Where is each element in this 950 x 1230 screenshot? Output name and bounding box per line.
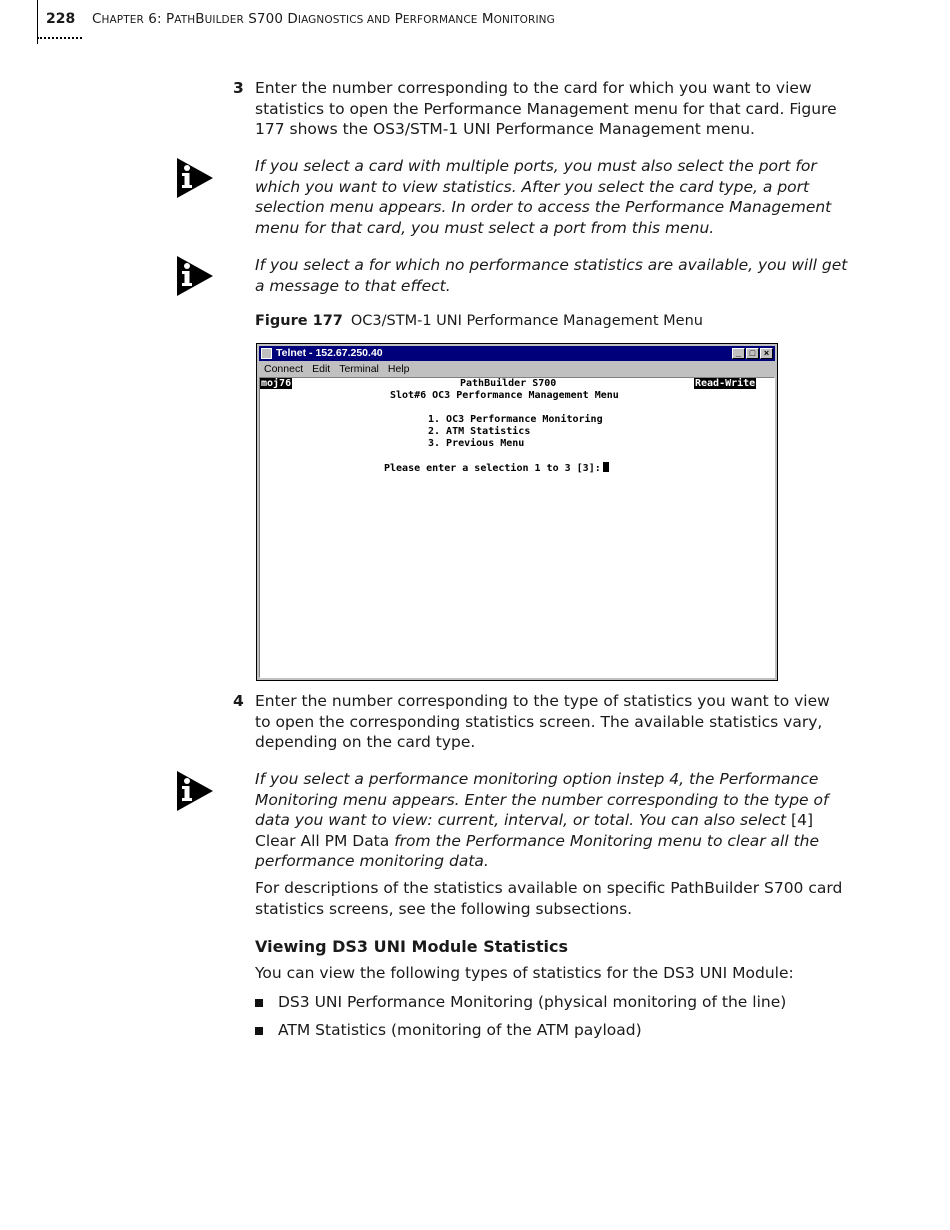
menu-option-3: 3. Previous Menu xyxy=(428,438,525,449)
maximize-icon[interactable]: □ xyxy=(746,348,759,359)
telnet-app-icon[interactable] xyxy=(261,348,272,359)
menu-title: Slot#6 OC3 Performance Management Menu xyxy=(390,390,619,401)
figure-label: Figure 177 xyxy=(255,313,343,329)
menu-option-1: 1. OC3 Performance Monitoring xyxy=(428,414,603,425)
step-3 xyxy=(233,78,848,140)
close-icon[interactable]: × xyxy=(760,348,773,359)
menu-terminal[interactable]: Terminal xyxy=(339,363,379,375)
telnet-window xyxy=(256,343,778,681)
info-icon xyxy=(177,771,213,811)
selection-prompt: Please enter a selection 1 to 3 [3]: xyxy=(384,463,601,474)
bullet-icon xyxy=(255,999,263,1007)
access-mode: Read-Write xyxy=(695,378,756,389)
menu-connect[interactable]: Connect xyxy=(264,363,304,375)
telnet-title-bar[interactable] xyxy=(259,346,775,361)
info-icon xyxy=(177,158,213,198)
step-text: Enter the number corresponding to the type of statistics you want to view to open the corresponding statistics screen. The available statistics vary, depending on the card type. xyxy=(255,692,830,751)
terminal-cursor xyxy=(603,462,609,472)
bullet-icon xyxy=(255,1027,263,1035)
page-number: 228 xyxy=(46,11,76,27)
note-multiple-ports: If you select a card with multiple ports, you must also select the port for which you want to view statistics. After you select the card type, a port selection menu appears. In order to access the Performance Management menu for that card, you must select a port from this menu. xyxy=(255,157,832,237)
menu-edit[interactable]: Edit xyxy=(312,363,331,375)
header-rule-dotted xyxy=(37,37,82,39)
host-name: moj76 xyxy=(261,378,292,389)
step-number: 4 xyxy=(233,692,244,710)
clear-all-pm-option: [4] Clear All PM Data xyxy=(255,811,813,850)
section-heading: Viewing DS3 UNI Module Statistics xyxy=(255,937,568,956)
note-no-statistics: If you select a for which no performance statistics are available, you will get a message to that effect. xyxy=(255,256,848,295)
chapter-title: CHAPTER 6: PATHBUILDER S700 DIAGNOSTICS AND PERFORMANCE MONITORING xyxy=(92,11,555,27)
step-text: Enter the number corresponding to the card for which you want to view statistics to open the Performance Management menu for that card. Figure 177 shows the OS3/STM-1 UNI Performance Management menu. xyxy=(255,79,837,138)
minimize-icon[interactable]: _ xyxy=(732,348,745,359)
note-performance-monitoring: If you select a performance monitoring option instep 4, the Performance Monitoring menu appears. Enter the number corresponding to the type of data you want to view: current, interval, or total. You can also select [4] Clear All PM Data from the Performance Monitoring menu to clear all the performance monitoring data. xyxy=(255,770,829,870)
product-name: PathBuilder S700 xyxy=(460,378,557,389)
section-intro: You can view the following types of statistics for the DS3 UNI Module: xyxy=(255,964,794,982)
telnet-menu-bar xyxy=(259,362,775,376)
figure-caption-text: OC3/STM-1 UNI Performance Management Menu xyxy=(350,313,703,329)
window-title: Telnet - 152.67.250.40 xyxy=(276,347,383,359)
step-4 xyxy=(233,691,848,753)
terminal-screen[interactable] xyxy=(259,377,775,678)
figure-caption xyxy=(255,313,703,329)
descriptions-paragraph: For descriptions of the statistics available on specific PathBuilder S700 card statistics screens, see the following subsections. xyxy=(255,879,843,918)
menu-help[interactable]: Help xyxy=(387,363,410,375)
menu-option-2: 2. ATM Statistics xyxy=(428,426,531,437)
step-number: 3 xyxy=(233,79,244,97)
info-icon xyxy=(177,256,213,296)
